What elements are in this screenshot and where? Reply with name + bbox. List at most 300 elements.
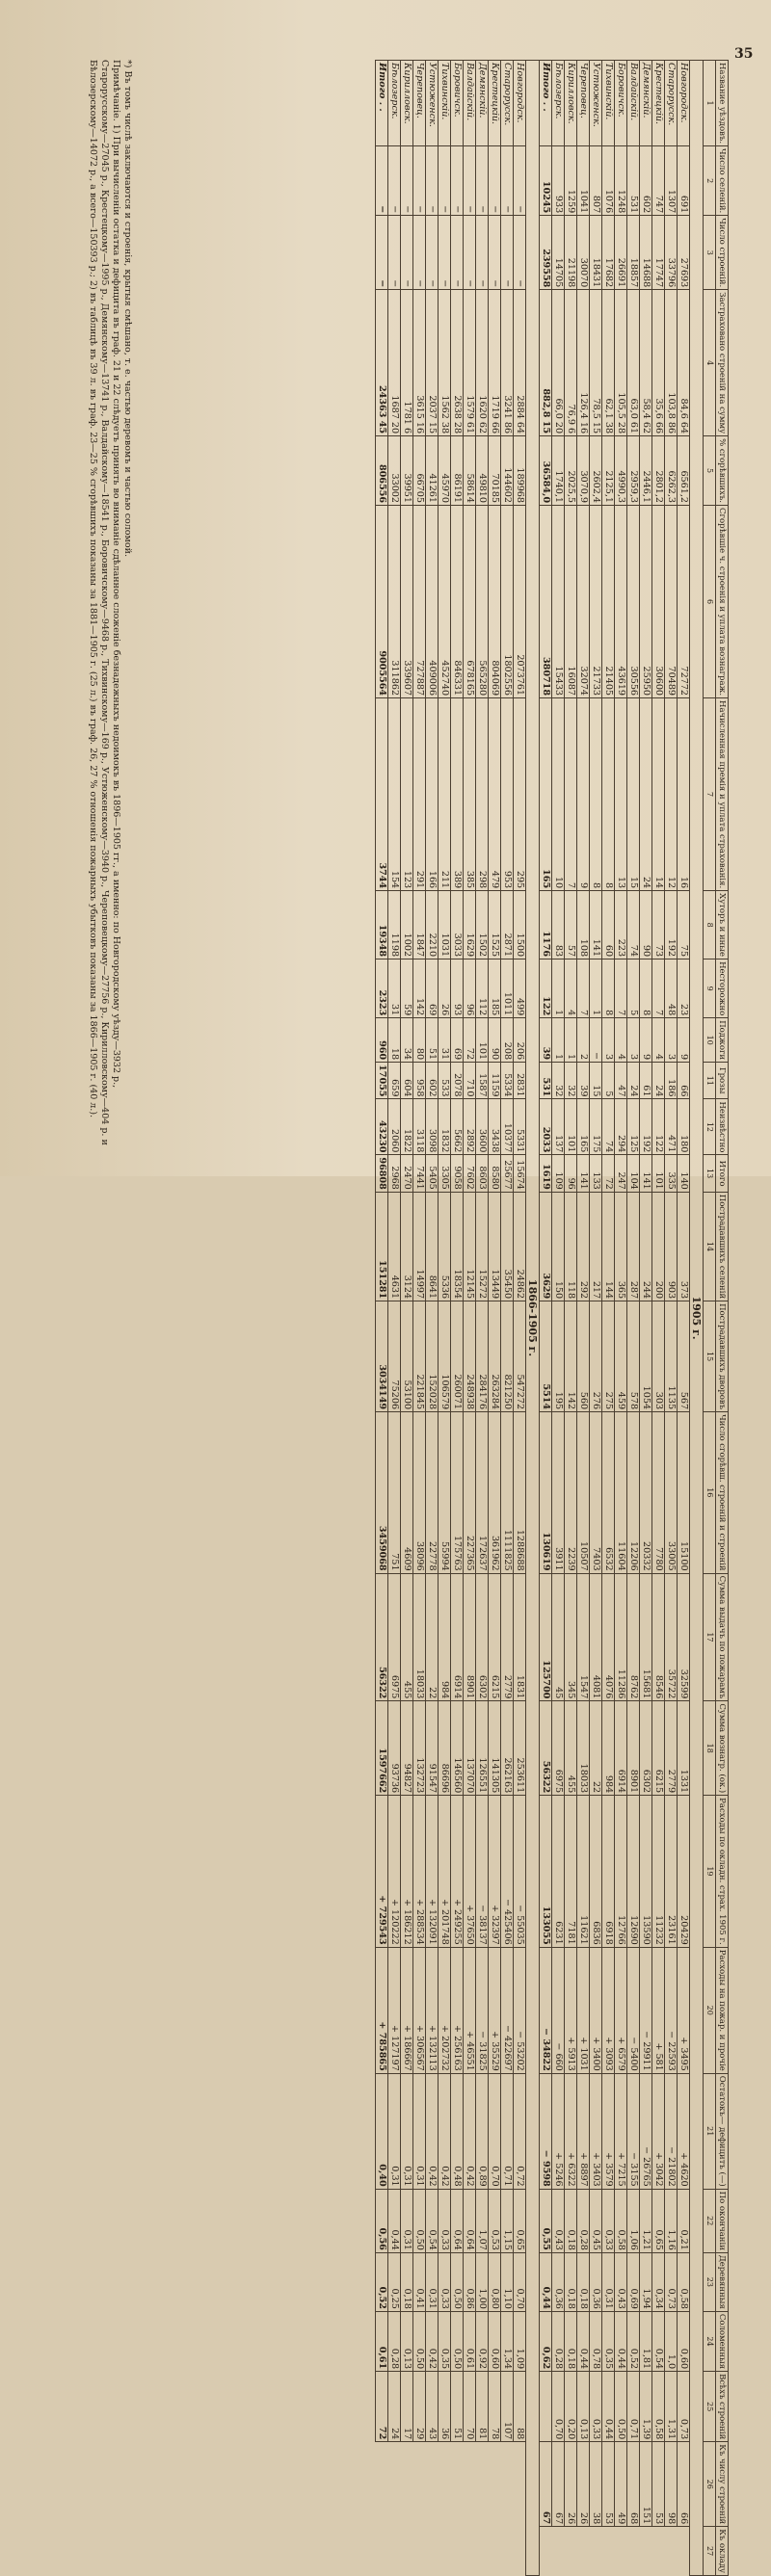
cell xyxy=(540,2372,552,2442)
cell: 63,0 61 xyxy=(627,290,640,436)
table-row xyxy=(451,61,464,2576)
cell: 0,50 xyxy=(451,2311,464,2371)
cell: + 3579 xyxy=(602,2073,615,2189)
table-row xyxy=(413,61,426,2576)
table-row xyxy=(627,61,640,2576)
cell: 51 xyxy=(451,2372,464,2442)
cell: 227365 xyxy=(464,1412,476,1573)
table-row xyxy=(665,61,678,2576)
cell: 15 xyxy=(627,698,640,891)
cell: − xyxy=(426,216,439,290)
cell: 0,55 xyxy=(540,2189,552,2252)
cell: 217 xyxy=(590,1192,602,1301)
cell: 137070 xyxy=(464,1701,476,1796)
section-row xyxy=(690,61,704,2576)
cell: 3 xyxy=(602,1018,615,1063)
cell: 1002 xyxy=(401,891,413,959)
cell: 61 xyxy=(640,1063,652,1099)
column-number: 3 xyxy=(704,216,716,290)
cell: 96808 xyxy=(376,1155,388,1192)
cell: 35722 xyxy=(665,1573,678,1701)
cell: 1562 38 xyxy=(439,290,451,436)
header-col-8: Хуторъ и иные xyxy=(716,891,729,959)
cell: 32074 xyxy=(577,506,590,698)
cell: − 29911 xyxy=(640,1947,652,2073)
cell: − 31825 xyxy=(476,1947,489,2073)
cell: 0,60 xyxy=(678,2311,690,2371)
district-name: Валдайскій. xyxy=(464,61,476,146)
cell: 1307 xyxy=(665,146,678,216)
cell: 479 xyxy=(489,698,501,891)
cell: 24862 xyxy=(514,1192,526,1301)
cell: 70489 xyxy=(665,506,678,698)
cell: 604 xyxy=(401,1063,413,1099)
cell: 53100 xyxy=(401,1301,413,1412)
column-number: 13 xyxy=(704,1155,716,1192)
header-col-22: По окончаніи xyxy=(716,2189,729,2252)
cell: 8 xyxy=(590,698,602,891)
cell: 86696 xyxy=(439,1701,451,1796)
cell: 0,50 xyxy=(413,2189,426,2252)
cell: 239558 xyxy=(540,216,552,290)
section-row xyxy=(526,61,540,2576)
district-name: Новгородск. xyxy=(514,61,526,146)
cell: 22 xyxy=(590,1701,602,1796)
cell: 0,18 xyxy=(565,2252,577,2311)
header-col-12: Неизвѣстно xyxy=(716,1099,729,1155)
cell: 150 xyxy=(552,1192,565,1301)
cell: 67 xyxy=(552,2442,565,2527)
header-row xyxy=(716,61,729,2576)
cell: 578 xyxy=(627,1301,640,1412)
cell: 0,70 xyxy=(552,2372,565,2442)
cell: 172637 xyxy=(476,1412,489,1573)
cell: + 32397 xyxy=(489,1796,501,1948)
cell: − xyxy=(476,216,489,290)
cell: 67 xyxy=(540,2442,552,2527)
cell: 4081 xyxy=(590,1573,602,1701)
cell: 10245 xyxy=(540,146,552,216)
cell: 26 xyxy=(577,2442,590,2527)
cell: 62,1 38 xyxy=(602,290,615,436)
cell: 13590 xyxy=(640,1796,652,1948)
cell: 7780 xyxy=(652,1412,665,1573)
district-name: Кирилловск. xyxy=(401,61,413,146)
cell: − xyxy=(514,216,526,290)
cell: 2959,3 xyxy=(627,436,640,506)
column-number: 10 xyxy=(704,1018,716,1063)
cell: 7 xyxy=(577,959,590,1018)
cell: 7602 xyxy=(464,1155,476,1192)
cell: 0,58 xyxy=(652,2372,665,2442)
cell: 0,44 xyxy=(388,2189,401,2252)
cell: 11232 xyxy=(652,1796,665,1948)
cell: 83 xyxy=(552,891,565,959)
cell: 3034149 xyxy=(376,1301,388,1412)
cell: − xyxy=(439,216,451,290)
cell: 1 xyxy=(590,959,602,1018)
cell: − 425406 xyxy=(501,1796,514,1948)
cell: 55994 xyxy=(439,1412,451,1573)
cell: 51 xyxy=(426,1018,439,1063)
cell: 108 xyxy=(577,891,590,959)
cell: 1176 xyxy=(540,891,552,959)
cell: 1,94 xyxy=(640,2252,652,2311)
cell: 30600 xyxy=(652,506,665,698)
cell: 531 xyxy=(627,146,640,216)
cell: 3070,9 xyxy=(577,436,590,506)
cell: 0,89 xyxy=(476,2073,489,2189)
cell: 1041 xyxy=(577,146,590,216)
cell: 248938 xyxy=(464,1301,476,1412)
cell: 76,9 6 xyxy=(565,290,577,436)
cell: 0,28 xyxy=(577,2189,590,2252)
cell: 311862 xyxy=(388,506,401,698)
header-col-10: Поджоги xyxy=(716,1018,729,1063)
cell: 2446,1 xyxy=(640,436,652,506)
cell: 13449 xyxy=(489,1192,501,1301)
cell: 8603 xyxy=(476,1155,489,1192)
cell: 4 xyxy=(565,959,577,1018)
cell: 2968 xyxy=(388,1155,401,1192)
cell: 903 xyxy=(665,1192,678,1301)
cell: 154 xyxy=(388,698,401,891)
cell: 144 xyxy=(602,1192,615,1301)
cell: 1,0 xyxy=(665,2311,678,2371)
cell: 5331 xyxy=(514,1099,526,1155)
cell: − xyxy=(501,146,514,216)
cell: 4 xyxy=(615,1018,627,1063)
cell: 0,31 xyxy=(388,2073,401,2189)
cell: 48 xyxy=(665,959,678,1018)
cell: 0,43 xyxy=(552,2189,565,2252)
header-col-5: % сгорѣвшихъ. xyxy=(716,436,729,506)
cell: 1831 xyxy=(514,1573,526,1701)
cell: 93736 xyxy=(388,1701,401,1796)
cell: 142 xyxy=(565,1301,577,1412)
district-name: Крестецкій. xyxy=(652,61,665,146)
header-col-14: Пострадавшихъ селеній xyxy=(716,1192,729,1301)
cell: 0,18 xyxy=(565,2189,577,2252)
cell: 25677 xyxy=(501,1155,514,1192)
cell: 0,73 xyxy=(678,2372,690,2442)
cell: 455 xyxy=(401,1573,413,1701)
cell: − xyxy=(489,146,501,216)
district-name: Устюженск. xyxy=(590,61,602,146)
cell: 6231 xyxy=(552,1796,565,1948)
cell: 90 xyxy=(489,1018,501,1063)
column-number: 21 xyxy=(704,2073,716,2189)
cell: 7 xyxy=(615,959,627,1018)
cell: 1629 xyxy=(464,891,476,959)
cell: 18857 xyxy=(627,216,640,290)
cell: 78 xyxy=(489,2372,501,2442)
cell: 43 xyxy=(426,2372,439,2442)
cell: 106579 xyxy=(439,1301,451,1412)
cell: − xyxy=(464,146,476,216)
cell: 30556 xyxy=(627,506,640,698)
header-col-26: Къ числу строеній xyxy=(716,2442,729,2527)
cell: 0,61 xyxy=(464,2311,476,2371)
cell: 0,48 xyxy=(451,2073,464,2189)
cell: − xyxy=(426,146,439,216)
cell: 15100 xyxy=(678,1412,690,1573)
cell: 101 xyxy=(565,1099,577,1155)
cell: 1,81 xyxy=(640,2311,652,2371)
cell: 104 xyxy=(627,1155,640,1192)
cell: 137 xyxy=(552,1099,565,1155)
cell: + 120222 xyxy=(388,1796,401,1948)
cell: 96 xyxy=(464,959,476,1018)
cell: + 249255 xyxy=(451,1796,464,1948)
cell: 86191 xyxy=(451,436,464,506)
cell: 1500 xyxy=(514,891,526,959)
cell: 846331 xyxy=(451,506,464,698)
district-name: Боровичск. xyxy=(451,61,464,146)
cell: 3124 xyxy=(401,1192,413,1301)
cell: 0,69 xyxy=(627,2252,640,2311)
cell: 1597662 xyxy=(376,1701,388,1796)
cell: 287 xyxy=(627,1192,640,1301)
cell: − xyxy=(376,216,388,290)
cell: 1 xyxy=(565,1018,577,1063)
cell: 1,07 xyxy=(476,2189,489,2252)
cell: 33002 xyxy=(388,436,401,506)
cell: 17 xyxy=(401,2372,413,2442)
cell: 0,35 xyxy=(439,2311,451,2371)
cell: 455 xyxy=(565,1701,577,1796)
cell: 1076 xyxy=(602,146,615,216)
cell: 5 xyxy=(627,959,640,1018)
district-name: Итого . . xyxy=(540,61,552,146)
column-number: 12 xyxy=(704,1099,716,1155)
cell: 125700 xyxy=(540,1573,552,1701)
district-name: Новгородск. xyxy=(678,61,690,146)
column-number: 27 xyxy=(704,2527,716,2576)
cell: 30070 xyxy=(577,216,590,290)
column-number: 20 xyxy=(704,1947,716,2073)
cell: 31 xyxy=(388,959,401,1018)
cell: 0,65 xyxy=(652,2189,665,2252)
cell: 806556 xyxy=(376,436,388,506)
cell: 8762 xyxy=(627,1573,640,1701)
cell: 75 xyxy=(678,891,690,959)
cell: + 8897 xyxy=(577,2073,590,2189)
cell: 45 xyxy=(552,1573,565,1701)
cell: 0,44 xyxy=(540,2252,552,2311)
cell: 17682 xyxy=(602,216,615,290)
cell: 247 xyxy=(615,1155,627,1192)
cell: 39 xyxy=(540,1018,552,1063)
cell: 49810 xyxy=(476,436,489,506)
cell: 211 xyxy=(439,698,451,891)
cell: − xyxy=(388,216,401,290)
column-number-row xyxy=(704,61,716,2576)
cell: 118 xyxy=(565,1192,577,1301)
page-number: 35 xyxy=(734,46,754,62)
cell: 133 xyxy=(590,1155,602,1192)
district-name: Старорусск. xyxy=(501,61,514,146)
cell: 29 xyxy=(413,2372,426,2442)
table-row xyxy=(615,61,627,2576)
cell: 53 xyxy=(652,2442,665,2527)
cell: 0,40 xyxy=(376,2073,388,2189)
district-name: Старорусск. xyxy=(665,61,678,146)
cell: 72 xyxy=(376,2372,388,2442)
cell: 68 xyxy=(627,2442,640,2527)
cell: 821250 xyxy=(501,1301,514,1412)
cell: 70185 xyxy=(489,436,501,506)
cell: + 729543 xyxy=(376,1796,388,1948)
cell: 361962 xyxy=(489,1412,501,1573)
cell: 39951 xyxy=(401,436,413,506)
cell: 3 xyxy=(665,1018,678,1063)
cell: 7181 xyxy=(565,1796,577,1948)
cell: 13 xyxy=(615,698,627,891)
cell: 122 xyxy=(540,959,552,1018)
cell: 8 xyxy=(640,959,652,1018)
cell: 710 xyxy=(464,1063,476,1099)
cell: 0,44 xyxy=(615,2311,627,2371)
cell: + 1031 xyxy=(577,1947,590,2073)
cell: 122 xyxy=(652,1099,665,1155)
cell: 192 xyxy=(665,891,678,959)
cell: 0,36 xyxy=(590,2252,602,2311)
cell: 602 xyxy=(426,1063,439,1099)
cell: + 306567 xyxy=(413,1947,426,2073)
cell: 567 xyxy=(678,1301,690,1412)
table-row xyxy=(439,61,451,2576)
cell: 0,50 xyxy=(615,2372,627,2442)
cell: 0,80 xyxy=(489,2252,501,2311)
cell: 0,41 xyxy=(413,2252,426,2311)
cell: − 22593 xyxy=(665,1947,678,2073)
cell: 0,54 xyxy=(426,2189,439,2252)
cell: 1,00 xyxy=(476,2252,489,2311)
cell: 22 xyxy=(426,1573,439,1701)
cell: 26 xyxy=(565,2442,577,2527)
cell: − xyxy=(451,216,464,290)
column-number: 19 xyxy=(704,1796,716,1948)
cell: 24 xyxy=(627,1063,640,1099)
cell: 1 xyxy=(552,959,565,1018)
column-number: 8 xyxy=(704,891,716,959)
cell: 547272 xyxy=(514,1301,526,1412)
cell: 452740 xyxy=(439,506,451,698)
cell: 560 xyxy=(577,1301,590,1412)
cell: 0,52 xyxy=(627,2311,640,2371)
cell: 3911 xyxy=(552,1412,565,1573)
cell: 16 xyxy=(678,698,690,891)
cell: 12206 xyxy=(627,1412,640,1573)
cell: 3438 xyxy=(489,1099,501,1155)
cell: 41261 xyxy=(426,436,439,506)
header-col-7: Начисленная премія и уплата страхованія. xyxy=(716,698,729,891)
header-col-21: Остатокъ— дефицитъ (—) xyxy=(716,2073,729,2189)
cell: 221845 xyxy=(413,1301,426,1412)
table-row xyxy=(678,61,690,2576)
cell: 1 xyxy=(552,1018,565,1063)
cell: 2033 xyxy=(540,1099,552,1155)
cell: 678165 xyxy=(464,506,476,698)
cell: 0,42 xyxy=(464,2073,476,2189)
cell: 0,58 xyxy=(678,2252,690,2311)
cell: 5336 xyxy=(439,1192,451,1301)
cell: 4631 xyxy=(388,1192,401,1301)
cell: 1,34 xyxy=(501,2311,514,2371)
cell: 0,52 xyxy=(376,2252,388,2311)
cell: 9 xyxy=(577,698,590,891)
table-row xyxy=(590,61,602,2576)
cell: 958 xyxy=(413,1063,426,1099)
cell: 12690 xyxy=(627,1796,640,1948)
cell: 0,64 xyxy=(451,2189,464,2252)
cell: 12 xyxy=(665,698,678,891)
header-col-15: Пострадавшихъ дворовъ xyxy=(716,1301,729,1412)
cell: 533 xyxy=(439,1063,451,1099)
cell: 0,42 xyxy=(439,2073,451,2189)
column-number: 6 xyxy=(704,506,716,698)
header-name: Название уѣздовъ. xyxy=(716,61,729,146)
cell: + 202732 xyxy=(439,1947,451,2073)
cell: 0,60 xyxy=(489,2311,501,2371)
cell: 189968 xyxy=(514,436,526,506)
district-name: Череповец. xyxy=(577,61,590,146)
cell: 8580 xyxy=(489,1155,501,1192)
cell: 1,10 xyxy=(501,2252,514,2311)
cell: − 422697 xyxy=(501,1947,514,2073)
cell: 0,31 xyxy=(426,2252,439,2311)
cell: 0,13 xyxy=(577,2372,590,2442)
cell: 691 xyxy=(678,146,690,216)
cell: 1,21 xyxy=(640,2189,652,2252)
header-col-17: Сумма выдачъ по пожарамъ xyxy=(716,1573,729,1701)
cell: + 288534 xyxy=(413,1796,426,1948)
cell: 5514 xyxy=(540,1301,552,1412)
cell: + 186212 xyxy=(401,1796,413,1948)
cell: 10 xyxy=(552,698,565,891)
cell: 7 xyxy=(565,698,577,891)
header-col-6: Сгорѣвшіе ч. строенія и уплата вознаграж. xyxy=(716,506,729,698)
cell: 142 xyxy=(413,959,426,1018)
cell: 2892 xyxy=(464,1099,476,1155)
cell: 275 xyxy=(602,1301,615,1412)
cell: 6215 xyxy=(489,1573,501,1701)
cell: 32 xyxy=(552,1063,565,1099)
cell: − 34822 xyxy=(540,1947,552,2073)
cell: 3118 xyxy=(413,1099,426,1155)
table-row xyxy=(602,61,615,2576)
table-row xyxy=(514,61,526,2576)
cell: + 35529 xyxy=(489,1947,501,2073)
cell: 1719 66 xyxy=(489,290,501,436)
cell: 6975 xyxy=(552,1701,565,1796)
cell: 8546 xyxy=(652,1573,665,1701)
cell: 24 xyxy=(388,2372,401,2442)
cell: 7 xyxy=(652,959,665,1018)
cell: 0,71 xyxy=(627,2372,640,2442)
cell: 0,33 xyxy=(602,2189,615,2252)
cell: 292 xyxy=(577,1192,590,1301)
cell: 4609 xyxy=(401,1412,413,1573)
cell: 56322 xyxy=(540,1701,552,1796)
cell: 380718 xyxy=(540,506,552,698)
header-col-20: Расходы на пожар. и прочіе xyxy=(716,1947,729,2073)
cell: − 53202 xyxy=(514,1947,526,2073)
cell: 339607 xyxy=(401,506,413,698)
cell: 8901 xyxy=(627,1701,640,1796)
cell: 2073761 xyxy=(514,506,526,698)
